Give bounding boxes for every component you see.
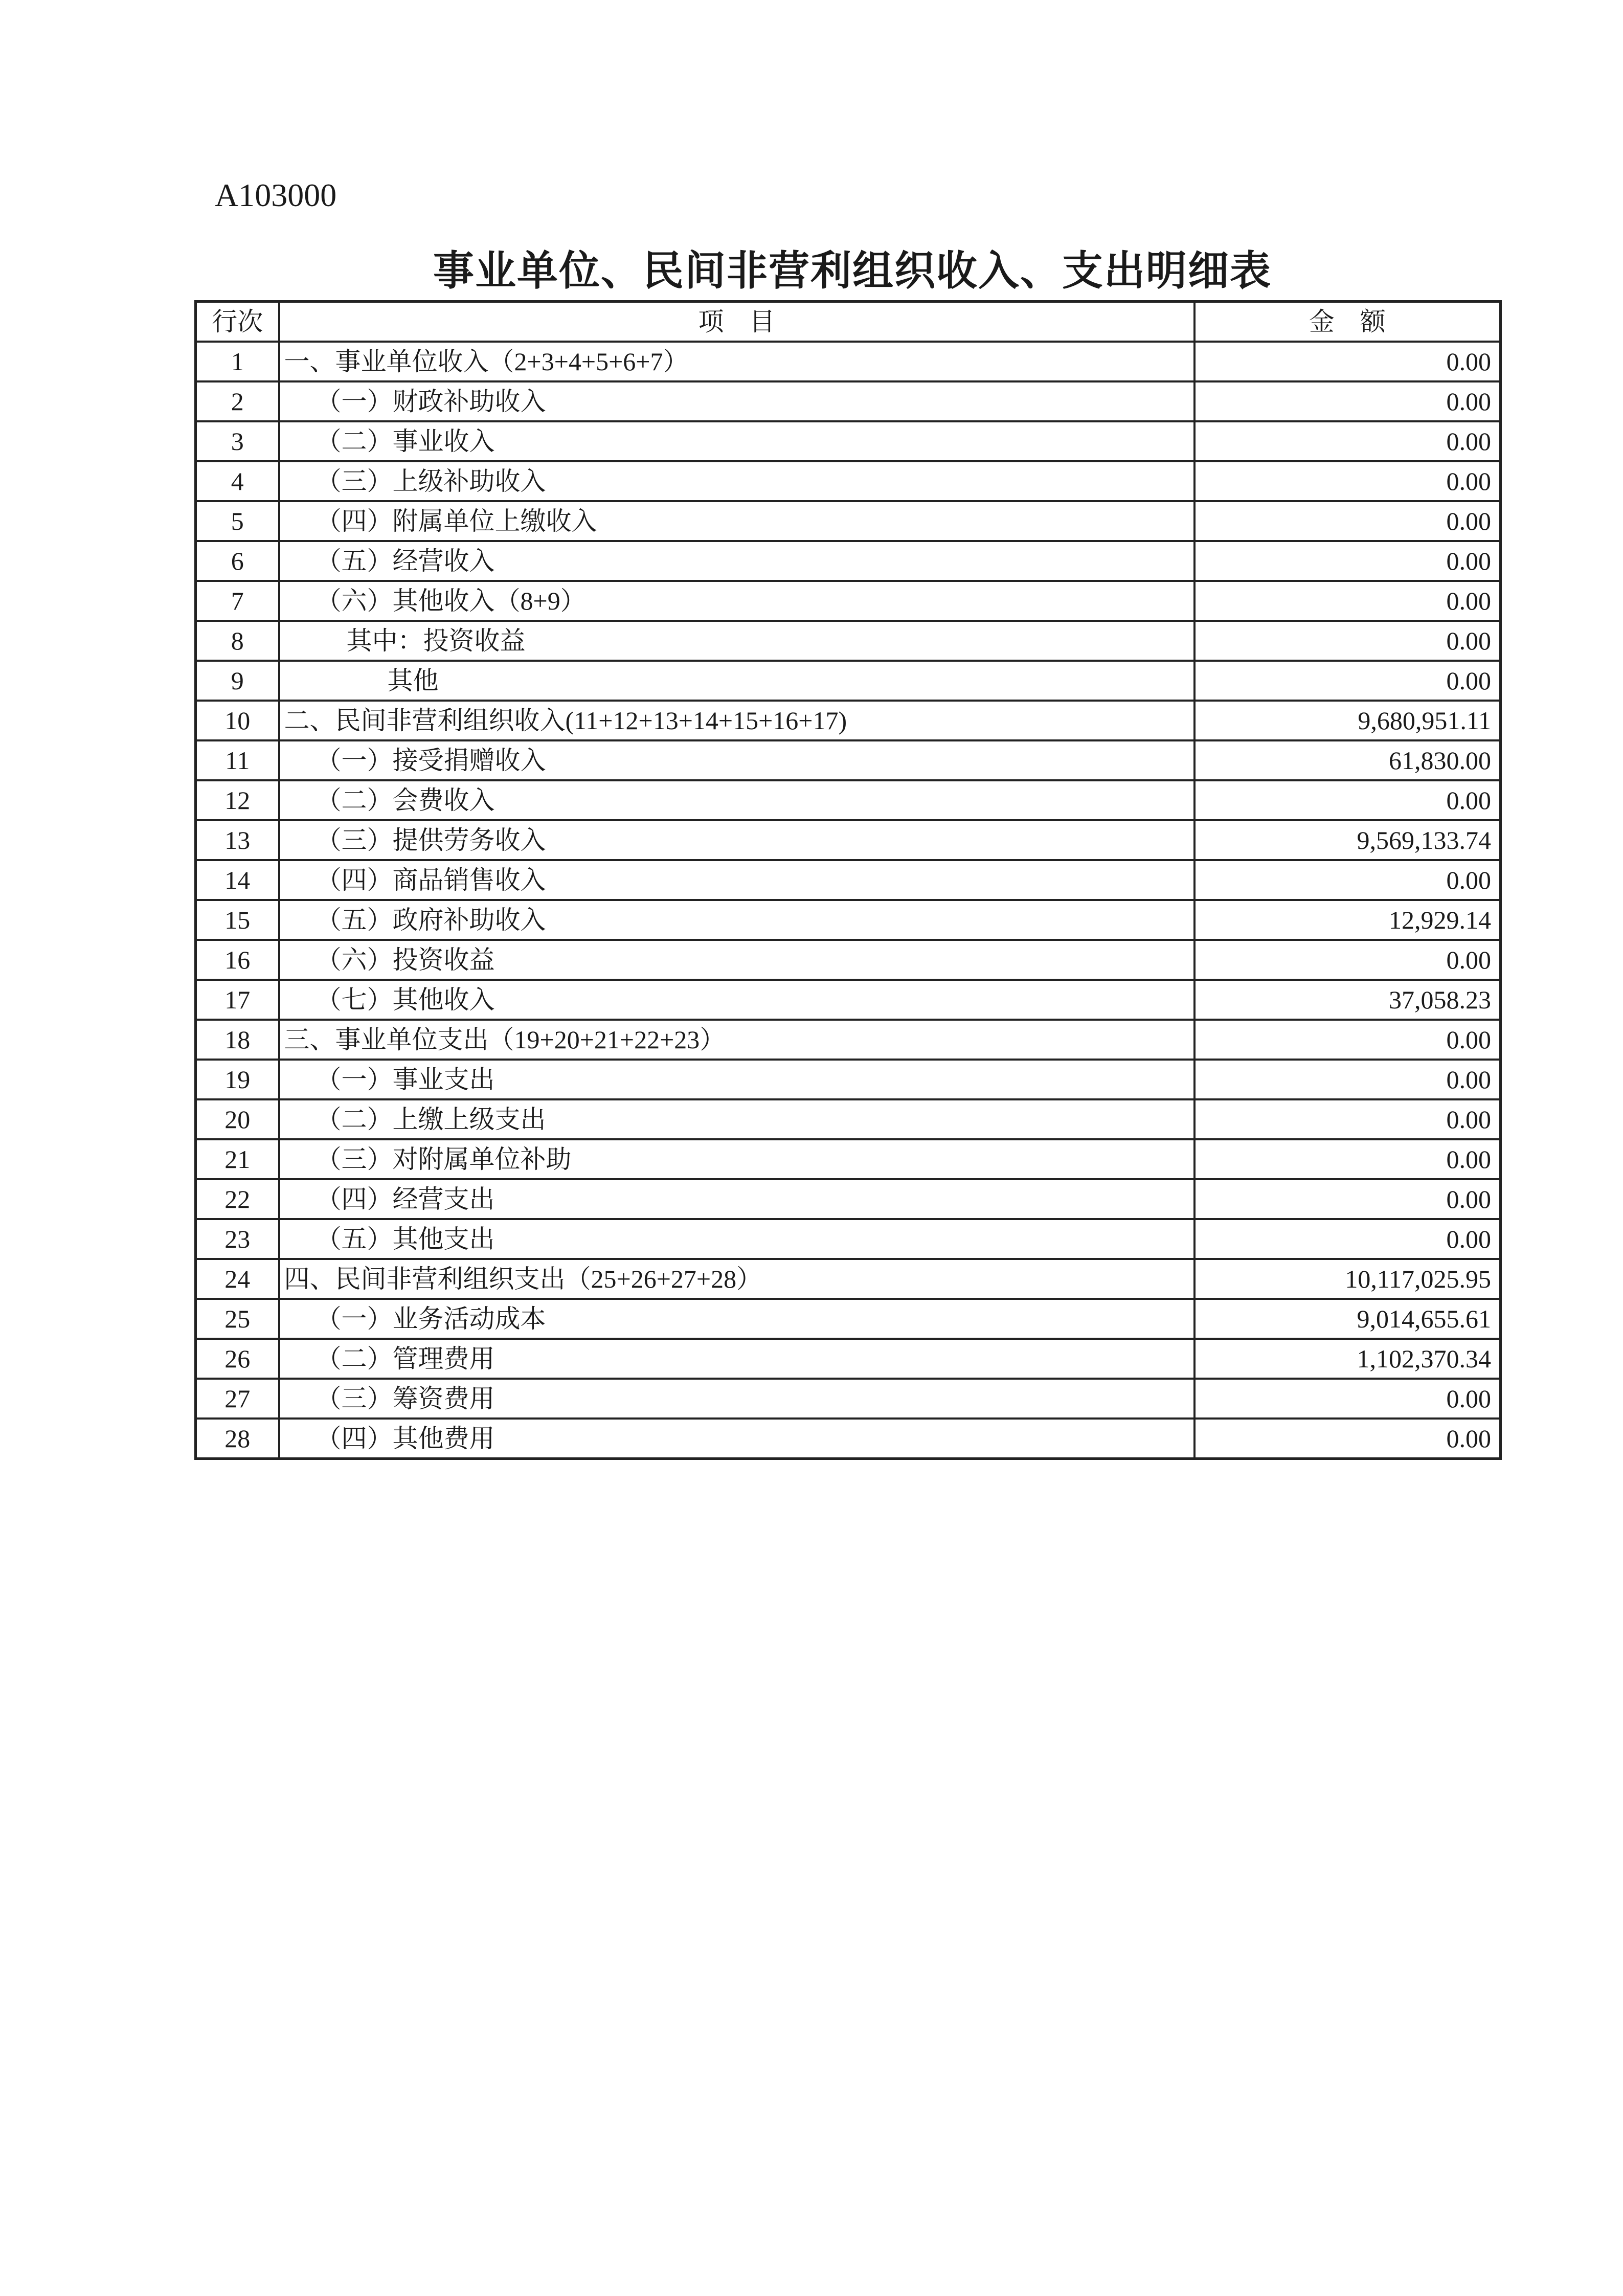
row-amount: 0.00 (1194, 461, 1501, 501)
income-expense-table (194, 300, 1502, 1460)
table-row (196, 1139, 1501, 1179)
row-amount: 0.00 (1194, 581, 1501, 621)
table-row (196, 1060, 1501, 1099)
row-item: （三）筹资费用 (279, 1379, 1194, 1419)
row-amount: 0.00 (1194, 381, 1501, 421)
row-amount: 0.00 (1194, 1139, 1501, 1179)
table-row (196, 541, 1501, 581)
row-item: （五）其他支出 (279, 1219, 1194, 1259)
row-item: 四、民间非营利组织支出（25+26+27+28） (279, 1259, 1194, 1299)
row-item: （三）对附属单位补助 (279, 1139, 1194, 1179)
row-amount: 0.00 (1194, 621, 1501, 661)
row-number: 10 (196, 701, 279, 740)
row-number: 6 (196, 541, 279, 581)
row-number: 1 (196, 342, 279, 381)
row-item: （一）业务活动成本 (279, 1299, 1194, 1339)
table-header-row (196, 302, 1501, 342)
row-item: （四）经营支出 (279, 1179, 1194, 1219)
row-amount: 0.00 (1194, 541, 1501, 581)
table-row (196, 900, 1501, 940)
row-number: 17 (196, 980, 279, 1020)
row-number: 14 (196, 860, 279, 900)
header-amount: 金 额 (1194, 302, 1501, 342)
row-number: 9 (196, 661, 279, 701)
row-number: 28 (196, 1419, 279, 1459)
table-row (196, 980, 1501, 1020)
row-item: （五）政府补助收入 (279, 900, 1194, 940)
row-item: 一、事业单位收入（2+3+4+5+6+7） (279, 342, 1194, 381)
row-amount: 0.00 (1194, 940, 1501, 980)
row-item: （二）事业收入 (279, 421, 1194, 461)
row-item: （三）上级补助收入 (279, 461, 1194, 501)
table-row (196, 940, 1501, 980)
row-item: （四）商品销售收入 (279, 860, 1194, 900)
row-amount: 1,102,370.34 (1194, 1339, 1501, 1379)
table-row (196, 501, 1501, 541)
table-row (196, 581, 1501, 621)
row-number: 16 (196, 940, 279, 980)
row-item: （七）其他收入 (279, 980, 1194, 1020)
row-number: 13 (196, 820, 279, 860)
row-item: （一）接受捐赠收入 (279, 740, 1194, 780)
header-row-no: 行次 (196, 302, 279, 342)
row-number: 23 (196, 1219, 279, 1259)
row-number: 27 (196, 1379, 279, 1419)
row-amount: 0.00 (1194, 1179, 1501, 1219)
row-amount: 0.00 (1194, 780, 1501, 820)
row-number: 18 (196, 1020, 279, 1060)
row-number: 3 (196, 421, 279, 461)
row-amount: 10,117,025.95 (1194, 1259, 1501, 1299)
row-amount: 0.00 (1194, 421, 1501, 461)
table-row (196, 701, 1501, 740)
row-amount: 0.00 (1194, 1379, 1501, 1419)
table-row (196, 820, 1501, 860)
row-item: 三、事业单位支出（19+20+21+22+23） (279, 1020, 1194, 1060)
row-amount: 12,929.14 (1194, 900, 1501, 940)
form-code: A103000 (215, 177, 337, 213)
row-amount: 9,569,133.74 (1194, 820, 1501, 860)
table-row (196, 1099, 1501, 1139)
table-row (196, 1259, 1501, 1299)
row-number: 11 (196, 740, 279, 780)
table-row (196, 1339, 1501, 1379)
table-row (196, 661, 1501, 701)
row-amount: 37,058.23 (1194, 980, 1501, 1020)
row-number: 8 (196, 621, 279, 661)
row-item: （二）会费收入 (279, 780, 1194, 820)
table-row (196, 1020, 1501, 1060)
row-amount: 0.00 (1194, 860, 1501, 900)
row-number: 15 (196, 900, 279, 940)
row-item: （一）财政补助收入 (279, 381, 1194, 421)
row-amount: 0.00 (1194, 1219, 1501, 1259)
table-row (196, 342, 1501, 381)
row-number: 22 (196, 1179, 279, 1219)
row-item: （一）事业支出 (279, 1060, 1194, 1099)
row-number: 25 (196, 1299, 279, 1339)
table-row (196, 740, 1501, 780)
header-item: 项 目 (279, 302, 1194, 342)
table-row (196, 1219, 1501, 1259)
table-row (196, 381, 1501, 421)
table-row (196, 461, 1501, 501)
row-amount: 0.00 (1194, 1099, 1501, 1139)
row-item: 其中：投资收益 (279, 621, 1194, 661)
row-amount: 0.00 (1194, 661, 1501, 701)
row-number: 20 (196, 1099, 279, 1139)
row-number: 2 (196, 381, 279, 421)
table-row (196, 421, 1501, 461)
row-amount: 0.00 (1194, 1020, 1501, 1060)
row-amount: 0.00 (1194, 342, 1501, 381)
row-amount: 9,680,951.11 (1194, 701, 1501, 740)
row-item: （三）提供劳务收入 (279, 820, 1194, 860)
table-row (196, 1379, 1501, 1419)
row-amount: 0.00 (1194, 1419, 1501, 1459)
row-number: 4 (196, 461, 279, 501)
row-number: 26 (196, 1339, 279, 1379)
row-amount: 9,014,655.61 (1194, 1299, 1501, 1339)
row-item: （五）经营收入 (279, 541, 1194, 581)
table-row (196, 1299, 1501, 1339)
row-amount: 0.00 (1194, 501, 1501, 541)
row-item: （六）投资收益 (279, 940, 1194, 980)
row-item: 二、民间非营利组织收入(11+12+13+14+15+16+17) (279, 701, 1194, 740)
table-row (196, 1419, 1501, 1459)
row-amount: 61,830.00 (1194, 740, 1501, 780)
row-number: 12 (196, 780, 279, 820)
row-item: （四）附属单位上缴收入 (279, 501, 1194, 541)
table-row (196, 780, 1501, 820)
row-number: 21 (196, 1139, 279, 1179)
table-row (196, 621, 1501, 661)
row-item: 其他 (279, 661, 1194, 701)
row-number: 24 (196, 1259, 279, 1299)
table-row (196, 860, 1501, 900)
row-item: （四）其他费用 (279, 1419, 1194, 1459)
row-item: （六）其他收入（8+9） (279, 581, 1194, 621)
row-number: 5 (196, 501, 279, 541)
row-item: （二）管理费用 (279, 1339, 1194, 1379)
row-item: （二）上缴上级支出 (279, 1099, 1194, 1139)
row-number: 7 (196, 581, 279, 621)
table-row (196, 1179, 1501, 1219)
row-number: 19 (196, 1060, 279, 1099)
page-title: 事业单位、民间非营利组织收入、支出明细表 (433, 246, 1272, 295)
row-amount: 0.00 (1194, 1060, 1501, 1099)
